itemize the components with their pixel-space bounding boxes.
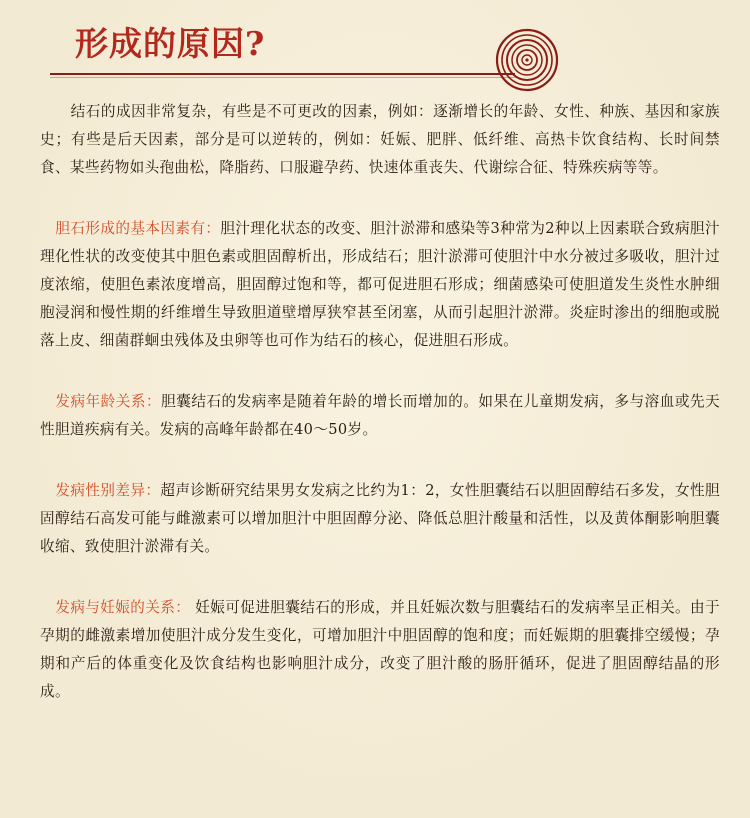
page-title: 形成的原因? — [75, 24, 266, 63]
article-body — [40, 98, 720, 706]
spacer — [40, 182, 720, 215]
intro-paragraph: 结石的成因非常复杂，有些是不可更改的因素，例如：逐渐增长的年龄、女性、种族、基因和家族史；有些是后天因素，部分是可以逆转的，例如：妊娠、肥胖、低纤维、高热卡饮食结构、长时间禁食、某些药物如头孢曲松，降脂药、口服避孕药、快速体重丧失、代谢综合征、特殊疾病等等。 — [40, 103, 720, 176]
section-text: 胆汁理化状态的改变、胆汁淤滞和感染等3种常为2种以上因素联合致病胆汁理化性状的改变使其中胆色素或胆固醇析出，形成结石；胆汁淤滞可使胆汁中水分被过多吸收，胆汁过度浓缩，使胆色素浓度增高，胆固醇过饱和等，都可促进胆石形成；细菌感染可使胆道发生炎性水肿细胞浸润和慢性期的纤维增生导致胆道壁增厚狭窄甚至闭塞，从而引起胆汁淤滞。炎症时渗出的细胞或脱落上皮、细菌群蛔虫残体及虫卵等也可作为结石的核心，促进胆石形成。 — [40, 220, 720, 349]
section-pregnancy — [40, 594, 720, 706]
section-label: 胆石形成的基本因素有： — [55, 220, 221, 237]
section-label: 发病与妊娠的关系： — [55, 599, 191, 616]
section-label: 发病年龄关系： — [55, 393, 162, 410]
spacer — [40, 561, 720, 594]
section-age — [40, 388, 720, 444]
section-gender — [40, 477, 720, 561]
concentric-circles-icon — [495, 28, 559, 92]
title-underline-shadow — [50, 77, 515, 78]
title-underline — [50, 73, 515, 75]
section-text: 胆囊结石的发病率是随着年龄的增长而增加的。如果在儿童期发病，多与溶血或先天性胆道疾病有关。发病的高峰年龄都在40～50岁。 — [40, 393, 721, 438]
spacer — [40, 444, 720, 477]
header — [0, 0, 750, 100]
section-label: 发病性别差异： — [55, 482, 161, 499]
spacer — [40, 355, 720, 388]
section-text: 妊娠可促进胆囊结石的形成，并且妊娠次数与胆囊结石的发病率呈正相关。由于孕期的雌激素增加使胆汁成分发生变化，可增加胆汁中胆固醇的饱和度；而妊娠期的胆囊排空缓慢；孕期和产后的体重变化及饮食结构也影响胆汁成分，改变了胆汁酸的肠肝循环，促进了胆固醇结晶的形成。 — [40, 599, 720, 700]
section-basic-factors — [40, 215, 720, 355]
section-text: 超声诊断研究结果男女发病之比约为1：2，女性胆囊结石以胆固醇结石多发，女性胆固醇结石高发可能与雌激素可以增加胆汁中胆固醇分泌、降低总胆汁酸量和活性，以及黄体酮影响胆囊收缩、致使胆汁淤滞有关。 — [40, 482, 721, 555]
